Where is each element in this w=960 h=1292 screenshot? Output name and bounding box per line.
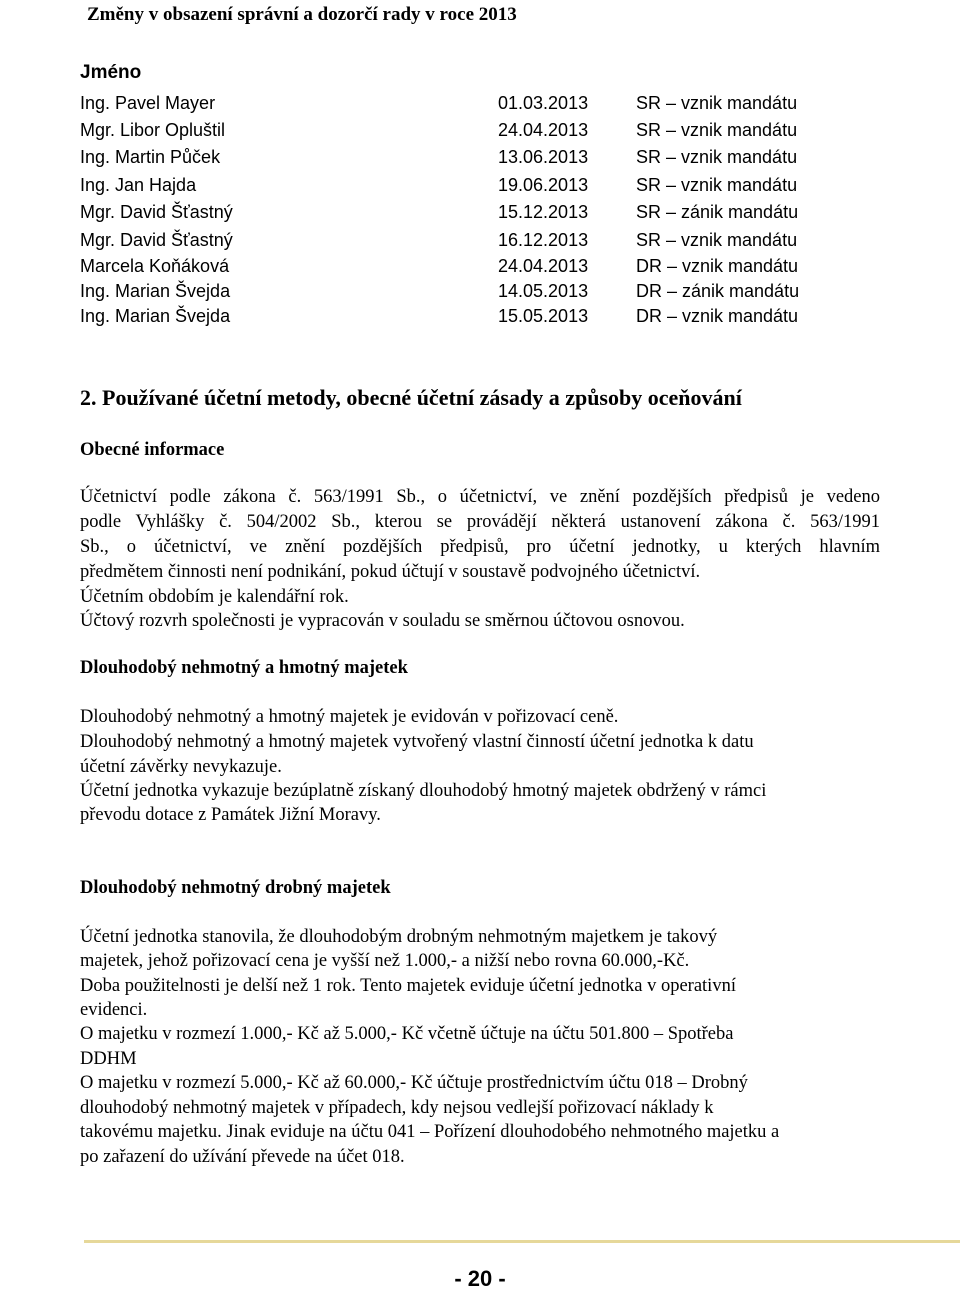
- table-row: [0, 175, 960, 201]
- member-name: Ing. Martin Půček: [80, 147, 221, 167]
- member-date: 19.06.2013: [498, 175, 589, 195]
- member-change: DR – vznik mandátu: [636, 306, 799, 326]
- paragraph-line: majetek, jehož pořizovací cena je vyšší než 1.000,- a nižší nebo rovna 60.000,-Kč.: [80, 951, 690, 971]
- member-name: Mgr. Libor Opluštil: [80, 120, 226, 140]
- paragraph-line: Účetním obdobím je kalendářní rok.: [80, 587, 349, 607]
- member-name: Ing. Jan Hajda: [80, 175, 197, 195]
- paragraph-line: O majetku v rozmezí 5.000,- Kč až 60.000,- Kč účtuje prostřednictvím účtu 018 – Drobný: [80, 1073, 748, 1093]
- table-row: [0, 256, 960, 282]
- paragraph-line: podle Vyhlášky č. 504/2002 Sb., kterou se provádějí některá ustanovení zákona č. 563/1991: [80, 512, 880, 532]
- paragraph-line: Dlouhodobý nehmotný a hmotný majetek vytvořený vlastní činností účetní jednotka k datu: [80, 732, 754, 752]
- member-name: Mgr. David Šťastný: [80, 230, 233, 250]
- table-row: [0, 147, 960, 173]
- paragraph-line: Účetnictví podle zákona č. 563/1991 Sb., o účetnictví, ve znění pozdějších předpisů je vedeno: [80, 487, 880, 507]
- small-intangible-heading: Dlouhodobý nehmotný drobný majetek: [80, 878, 391, 898]
- paragraph-line: O majetku v rozmezí 1.000,- Kč až 5.000,- Kč včetně účtuje na účtu 501.800 – Spotřeba: [80, 1024, 734, 1044]
- paragraph-line: Účetní jednotka stanovila, že dlouhodobým drobným nehmotným majetkem je takový: [80, 927, 718, 947]
- member-name: Ing. Marian Švejda: [80, 281, 231, 301]
- table-row: [0, 93, 960, 119]
- paragraph-line: Sb., o účetnictví, ve znění pozdějších předpisů, pro účetní jednotky, u kterých hlavním: [80, 537, 880, 557]
- member-date: 14.05.2013: [498, 281, 589, 301]
- paragraph-line: evidenci.: [80, 1000, 148, 1020]
- member-name: Ing. Pavel Mayer: [80, 93, 216, 113]
- member-change: SR – zánik mandátu: [636, 202, 799, 222]
- member-date: 16.12.2013: [498, 230, 589, 250]
- table-row: [0, 230, 960, 256]
- paragraph-line: předmětem činnosti není podnikání, pokud účtují v soustavě podvojného účetnictví.: [80, 562, 701, 582]
- member-date: 01.03.2013: [498, 93, 589, 113]
- member-name: Mgr. David Šťastný: [80, 202, 233, 222]
- name-column-header: Jméno: [80, 62, 142, 83]
- member-change: SR – vznik mandátu: [636, 93, 798, 113]
- page-heading: Změny v obsazení správní a dozorčí rady v roce 2013: [87, 4, 517, 25]
- paragraph-line: Doba použitelnosti je delší než 1 rok. Tento majetek eviduje účetní jednotka v operativní: [80, 976, 736, 996]
- paragraph-line: takovému majetku. Jinak eviduje na účtu 041 – Pořízení dlouhodobého nehmotného majetku a: [80, 1122, 780, 1142]
- member-change: DR – vznik mandátu: [636, 256, 799, 276]
- member-change: SR – vznik mandátu: [636, 175, 798, 195]
- member-change: SR – vznik mandátu: [636, 230, 798, 250]
- table-row: [0, 202, 960, 228]
- paragraph-line: po zařazení do užívání převede na účet 018.: [80, 1147, 405, 1167]
- paragraph-line: DDHM: [80, 1049, 137, 1069]
- member-date: 13.06.2013: [498, 147, 589, 167]
- long-term-assets-heading: Dlouhodobý nehmotný a hmotný majetek: [80, 658, 408, 678]
- paragraph-line: účetní závěrky nevykazuje.: [80, 757, 282, 777]
- paragraph-line: Účetní jednotka vykazuje bezúplatně získaný dlouhodobý hmotný majetek obdržený v rámci: [80, 781, 767, 801]
- table-row: [0, 120, 960, 146]
- page-number: - 20 -: [454, 1266, 506, 1291]
- member-date: 24.04.2013: [498, 120, 589, 140]
- table-row: [0, 306, 960, 332]
- member-name: Ing. Marian Švejda: [80, 306, 231, 326]
- paragraph-line: Dlouhodobý nehmotný a hmotný majetek je evidován v pořizovací ceně.: [80, 707, 619, 727]
- paragraph-line: Účtový rozvrh společnosti je vypracován v souladu se směrnou účtovou osnovou.: [80, 611, 685, 631]
- table-row: [0, 281, 960, 307]
- member-date: 24.04.2013: [498, 256, 589, 276]
- paragraph-line: převodu dotace z Památek Jižní Moravy.: [80, 805, 381, 825]
- member-change: SR – vznik mandátu: [636, 120, 798, 140]
- section-title: 2. Používané účetní metody, obecné účetní zásady a způsoby oceňování: [80, 385, 742, 410]
- paragraph-line: dlouhodobý nehmotný majetek v případech, kdy nejsou vedlejší pořizovací náklady k: [80, 1098, 714, 1118]
- member-change: SR – vznik mandátu: [636, 147, 798, 167]
- member-name: Marcela Koňáková: [80, 256, 230, 276]
- general-info-heading: Obecné informace: [80, 440, 225, 460]
- member-change: DR – zánik mandátu: [636, 281, 800, 301]
- member-date: 15.05.2013: [498, 306, 589, 326]
- member-date: 15.12.2013: [498, 202, 589, 222]
- footer-rule: [84, 1240, 960, 1243]
